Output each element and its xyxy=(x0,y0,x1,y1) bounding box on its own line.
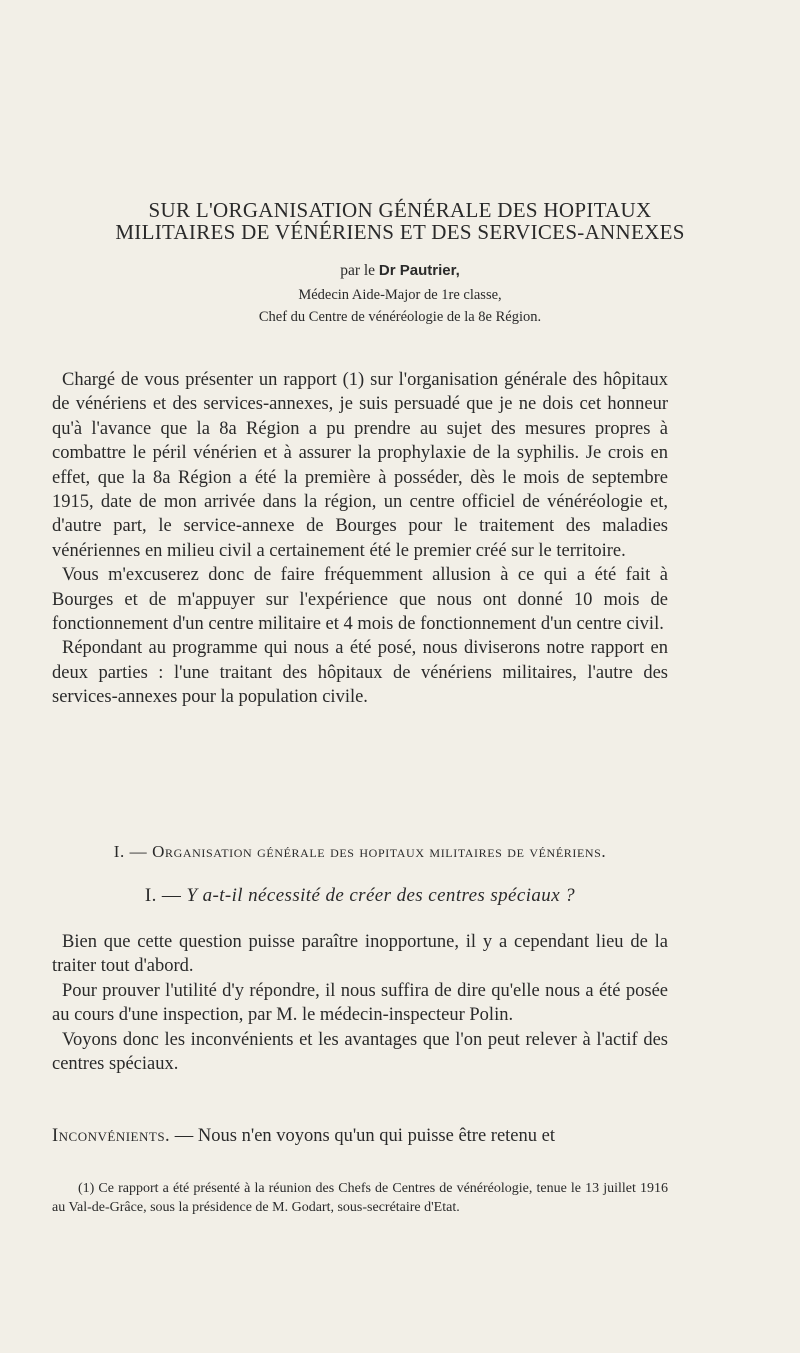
paragraph: Bien que cette question puisse paraître inopportune, il y a cependant lieu de la traiter tout d'abord. xyxy=(52,932,668,977)
section-title: Organisation générale des hopitaux militaires de vénériens. xyxy=(152,842,607,861)
section-heading xyxy=(52,842,668,862)
paragraph: Chargé de vous présenter un rapport (1) sur l'organisation générale des hôpitaux de vénériens et des services-annexes, je suis persuadé que je ne dois cet honneur qu'à l'avance que la 8a Région a pu prendre au sujet des mesures propres à combattre le péril vénérien et à assurer la prophylaxie de la syphilis. Je crois en effet, que la 8a Région a été la première à posséder, dès le mois de septembre 1915, date de mon arrivée dans la région, un centre officiel de vénéréologie et, d'autre part, le service-annexe de Bourges pour le traitement des maladies vénériennes en milieu civil a certainement été le premier créé sur le territoire. xyxy=(52,370,668,561)
title-line-2: MILITAIRES DE VÉNÉRIENS ET DES SERVICES-ANNEXES xyxy=(115,220,685,244)
footnote-text: (1) Ce rapport a été présenté à la réunion des Chefs de Centres de vénéréologie, tenue le 13 juillet 1916 au Val-de-Grâce, sous la présidence de M. Godart, sous-secrétaire d'Etat. xyxy=(52,1181,668,1215)
subsection-title: Y a-t-il nécessité de créer des centres spéciaux ? xyxy=(186,885,576,906)
question-section xyxy=(52,930,668,1076)
paragraph: Répondant au programme qui nous a été posé, nous diviserons notre rapport en deux parties : l'une traitant des hôpitaux de vénériens militaires, l'autre des services-annexes pour la population civile. xyxy=(52,638,668,708)
title-line-1: SUR L'ORGANISATION GÉNÉRALE DES HOPITAUX xyxy=(148,198,652,222)
subsection-number: I. — xyxy=(144,885,187,906)
intro-section xyxy=(52,368,668,710)
author-role: Médecin Aide-Major de 1re classe, xyxy=(298,287,502,303)
subsection-heading xyxy=(52,885,668,907)
byline xyxy=(100,262,700,280)
inconvenients-label: Inconvénients. xyxy=(52,1126,171,1146)
paragraph: Voyons donc les inconvénients et les avantages que l'on peut relever à l'actif des centres spéciaux. xyxy=(52,1029,668,1075)
byline-prefix: par le xyxy=(340,262,379,279)
inconvenients-paragraph xyxy=(52,1124,668,1148)
paragraph: Pour prouver l'utilité d'y répondre, il nous suffira de dire qu'elle nous a été posée au cours d'une inspection, par M. le médecin-inspecteur Polin. xyxy=(52,980,668,1026)
inconvenients-text: — Nous n'en voyons qu'un qui puisse être retenu et xyxy=(170,1126,555,1146)
section-number: I. — xyxy=(113,842,153,861)
author-name: Dr Pautrier, xyxy=(378,262,460,279)
footnote xyxy=(52,1180,668,1217)
paragraph: Vous m'excuserez donc de faire fréquemment allusion à ce qui a été fait à Bourges et de m'appuyer sur l'expérience que nous ont donné 10 mois de fonctionnement d'un centre militaire et 4 mois de fonctionnement d'un centre civil. xyxy=(52,565,668,635)
author-position: Chef du Centre de vénéréologie de la 8e Région. xyxy=(258,309,542,325)
